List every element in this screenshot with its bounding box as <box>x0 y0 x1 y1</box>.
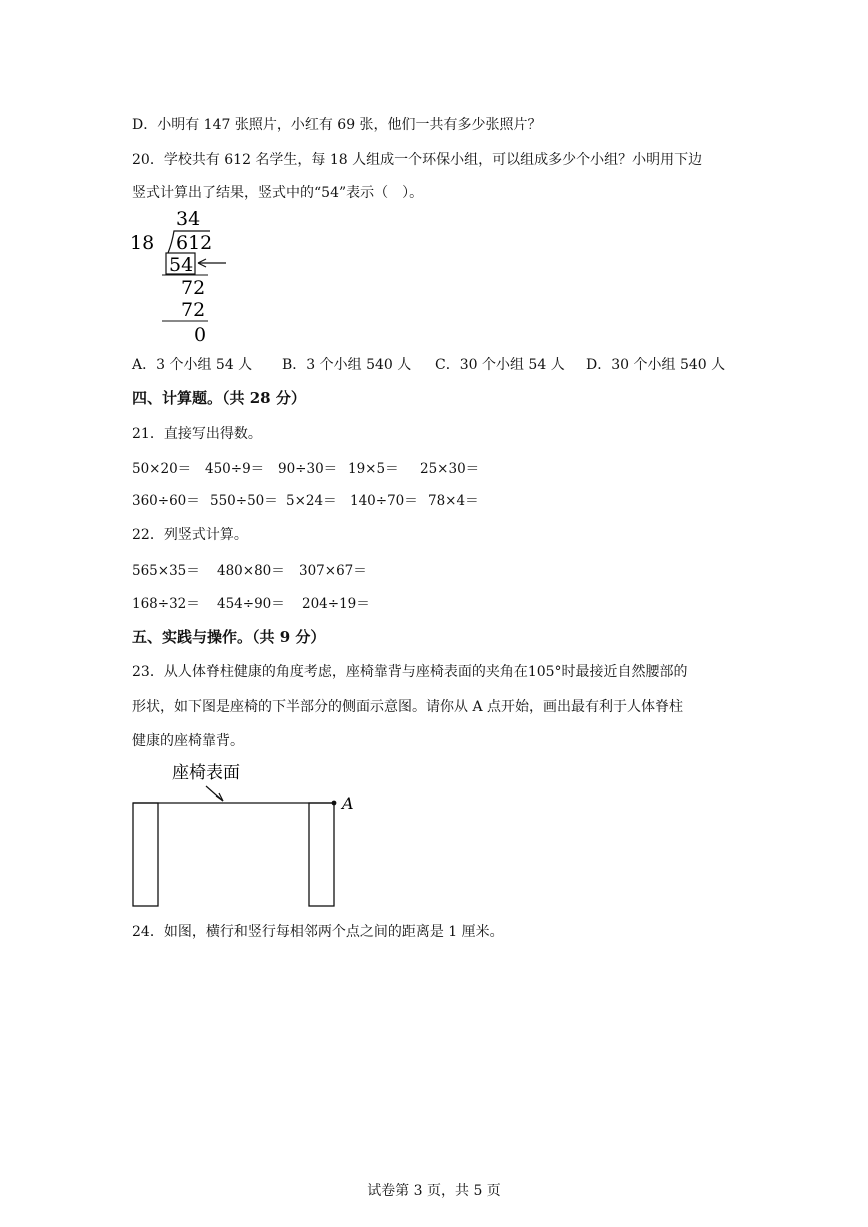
q22-item: 454÷90＝ <box>217 596 285 612</box>
division-dividend: 612 <box>176 232 213 254</box>
q21-item: 19×5＝ <box>348 461 399 477</box>
q22-item: 565×35＝ <box>132 563 200 579</box>
q19-option-d: D．小明有 147 张照片，小红有 69 张，他们一共有多少张照片？ <box>132 117 542 133</box>
q20-text-line2: 竖式计算出了结果，竖式中的“54”表示（ ）。 <box>132 185 424 201</box>
division-step1: 54 <box>169 254 194 276</box>
q20-option-c[interactable]: C．30 个小组 54 人 <box>435 357 565 373</box>
long-division-figure <box>126 205 236 345</box>
seat-surface-label: 座椅表面 <box>172 763 240 783</box>
q22-item: 168÷32＝ <box>132 596 200 612</box>
q21-item: 25×30＝ <box>420 461 480 477</box>
chair-figure <box>128 756 368 916</box>
division-quotient: 34 <box>176 208 201 230</box>
section4-title: 四、计算题。（共 28 分） <box>132 389 306 407</box>
division-step2: 72 <box>181 277 206 299</box>
q21-item: 360÷60＝ <box>132 493 200 509</box>
q23-text-line1: 23．从人体脊柱健康的角度考虑，座椅靠背与座椅表面的夹角在105°时最接近自然腰部的 <box>132 664 688 680</box>
q20-option-b[interactable]: B．3 个小组 540 人 <box>282 357 412 373</box>
division-step3: 72 <box>181 299 206 321</box>
q23-text-line3: 健康的座椅靠背。 <box>132 733 244 749</box>
q22-title: 22．列竖式计算。 <box>132 527 248 543</box>
q21-item: 140÷70＝ <box>350 493 418 509</box>
q21-item: 50×20＝ <box>132 461 192 477</box>
q20-text-line1: 20．学校共有 612 名学生，每 18 人组成一个环保小组，可以组成多少个小组？小明用下边 <box>132 152 703 168</box>
q20-option-a[interactable]: A．3 个小组 54 人 <box>132 357 253 373</box>
q22-item: 307×67＝ <box>299 563 367 579</box>
q21-item: 78×4＝ <box>428 493 479 509</box>
q23-text-line2: 形状，如下图是座椅的下半部分的侧面示意图。请你从 A 点开始，画出最有利于人体脊柱 <box>132 699 684 715</box>
q20-option-d[interactable]: D．30 个小组 540 人 <box>586 357 726 373</box>
q22-item: 204÷19＝ <box>302 596 370 612</box>
q21-title: 21．直接写出得数。 <box>132 426 262 442</box>
point-a-dot <box>332 801 337 806</box>
page-footer: 试卷第 3 页，共 5 页 <box>367 1183 501 1199</box>
q21-item: 90÷30＝ <box>278 461 338 477</box>
pointer-arrowhead-icon <box>216 793 223 801</box>
chair-leg-right <box>309 803 334 906</box>
q21-item: 5×24＝ <box>286 493 337 509</box>
q21-item: 450÷9＝ <box>205 461 265 477</box>
division-remainder: 0 <box>194 324 207 345</box>
q24-text: 24．如图，横行和竖行每相邻两个点之间的距离是 1 厘米。 <box>132 924 504 940</box>
point-a-label: A <box>342 794 354 813</box>
chair-leg-left <box>133 803 158 906</box>
division-divisor: 18 <box>130 232 155 254</box>
q22-item: 480×80＝ <box>217 563 285 579</box>
q21-item: 550÷50＝ <box>210 493 278 509</box>
section5-title: 五、实践与操作。（共 9 分） <box>132 628 326 646</box>
